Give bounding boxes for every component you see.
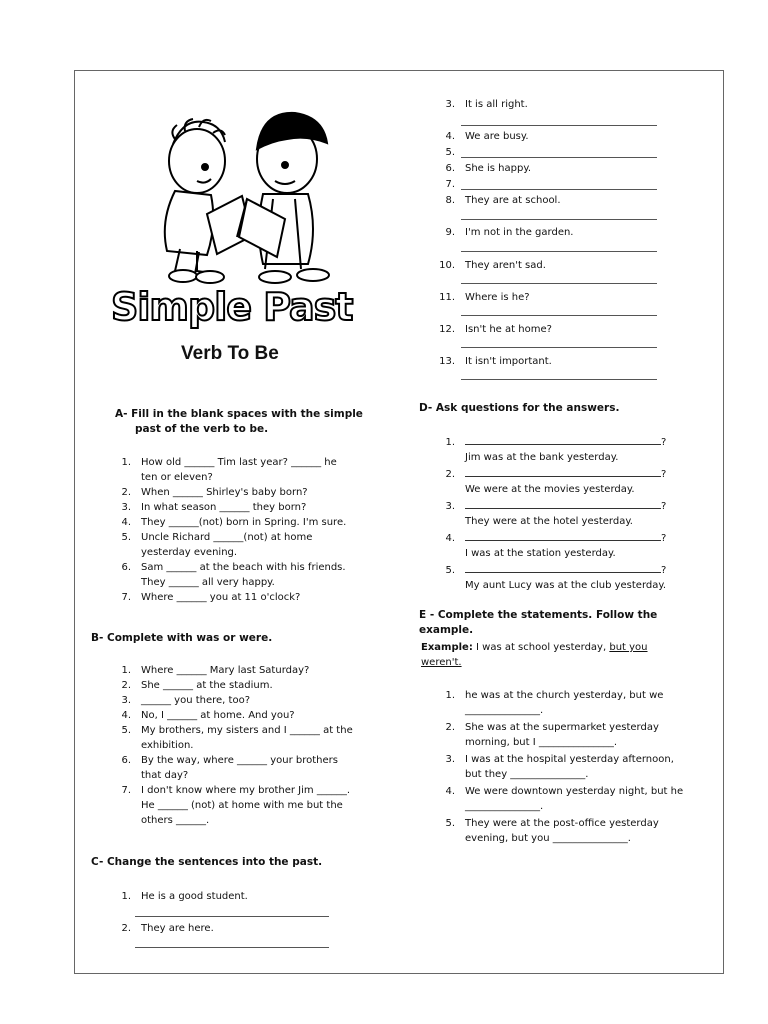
list-item: 7. Where ______ you at 11 o'clock? [121, 592, 301, 603]
answer-line [461, 283, 657, 284]
list-item: 2. When ______ Shirley's baby born? [121, 487, 308, 498]
answer-line [461, 219, 657, 220]
list-item: 1. How old ______ Tim last year? ______ he [121, 457, 337, 468]
list-item: 2. ? We were at the movies yesterday. [435, 465, 666, 497]
section-e-list [435, 688, 683, 848]
list-item: 4. They ______(not) born in Spring. I'm sure. [121, 517, 347, 528]
section-d-heading: D- Ask questions for the answers. [419, 402, 620, 414]
list-item: 10. They aren't sad. [439, 260, 546, 271]
list-item: exhibition. [141, 740, 194, 751]
worksheet-subtitle: Verb To Be [181, 343, 279, 364]
list-item: 9. I'm not in the garden. [445, 227, 574, 238]
section-e-heading: E - Complete the statements. Follow the example. [419, 609, 658, 636]
worksheet-title: Simple Past [111, 285, 353, 329]
answer-line [461, 251, 657, 252]
answer-line [135, 947, 329, 948]
list-item: 4. ? I was at the station yesterday. [435, 529, 666, 561]
list-item: 5. They were at the post-office yesterday evening, but you _______________. [445, 818, 659, 844]
list-item: 4. No, I ______ at home. And you? [121, 710, 295, 721]
list-item: others ______. [141, 815, 210, 826]
list-item: They ______ all very happy. [141, 577, 275, 588]
list-item: 7. [445, 179, 455, 190]
list-item: 7. I don't know where my brother Jim ______. [121, 785, 350, 796]
list-item: 5. Uncle Richard ______(not) at home [121, 532, 313, 543]
list-item: 3. ______ you there, too? [121, 695, 251, 706]
answer-line [461, 189, 657, 190]
list-item: 3. I was at the hospital yesterday afternoon, but they _______________. [445, 754, 674, 780]
list-item: 12. Isn't he at home? [439, 324, 552, 335]
list-item: 13. It isn't important. [439, 356, 552, 367]
list-item: that day? [141, 770, 189, 781]
answer-line [461, 315, 657, 316]
list-item: 5. My brothers, my sisters and I ______ at the [121, 725, 353, 736]
list-item: yesterday evening. [141, 547, 238, 558]
answer-line [461, 379, 657, 380]
list-item: 1. Where ______ Mary last Saturday? [121, 665, 310, 676]
list-item: 1. ? Jim was at the bank yesterday. [435, 433, 666, 465]
list-item: 8. They are at school. [445, 195, 561, 206]
list-item: 3. In what season ______ they born? [121, 502, 307, 513]
list-item: 5. ? My aunt Lucy was at the club yesterday. [435, 561, 666, 593]
list-item: 3. It is all right. [445, 99, 528, 110]
list-item: 3. ? They were at the hotel yesterday. [435, 497, 666, 529]
section-a-heading: A- Fill in the blank spaces with the simple past of the verb to be. [115, 408, 363, 435]
answer-line [461, 157, 657, 158]
list-item: 2. They are here. [121, 923, 214, 934]
list-item: 1. he was at the church yesterday, but we _______________. [445, 690, 664, 716]
list-item: 4. We are busy. [445, 131, 529, 142]
list-item: 11. Where is he? [439, 292, 530, 303]
list-item: 1. He is a good student. [121, 891, 248, 902]
list-item: He ______ (not) at home with me but the [141, 800, 343, 811]
list-item: 2. She was at the supermarket yesterday morning, but I _______________. [445, 722, 659, 748]
list-item: 2. She ______ at the stadium. [121, 680, 273, 691]
answer-line [135, 916, 329, 917]
answer-line [461, 347, 657, 348]
list-item: 6. Sam ______ at the beach with his friends. [121, 562, 346, 573]
section-c-continued [435, 97, 574, 386]
list-item: 5. [445, 147, 455, 158]
boys-reading-illustration [135, 99, 350, 294]
answer-line [461, 125, 657, 126]
list-item: ten or eleven? [141, 472, 213, 483]
section-a-list [111, 455, 346, 605]
section-c-heading: C- Change the sentences into the past. [91, 856, 323, 868]
list-item: 4. We were downtown yesterday night, but he _______________. [445, 786, 684, 812]
section-d-list [435, 433, 666, 593]
worksheet [74, 70, 724, 974]
list-item: 6. By the way, where ______ your brothers [121, 755, 338, 766]
section-b-heading: B- Complete with was or were. [91, 632, 273, 644]
section-b-list [111, 663, 353, 828]
list-item: 6. She is happy. [445, 163, 532, 174]
section-e-example: Example: I was at school yesterday, but you weren't. [421, 642, 648, 668]
